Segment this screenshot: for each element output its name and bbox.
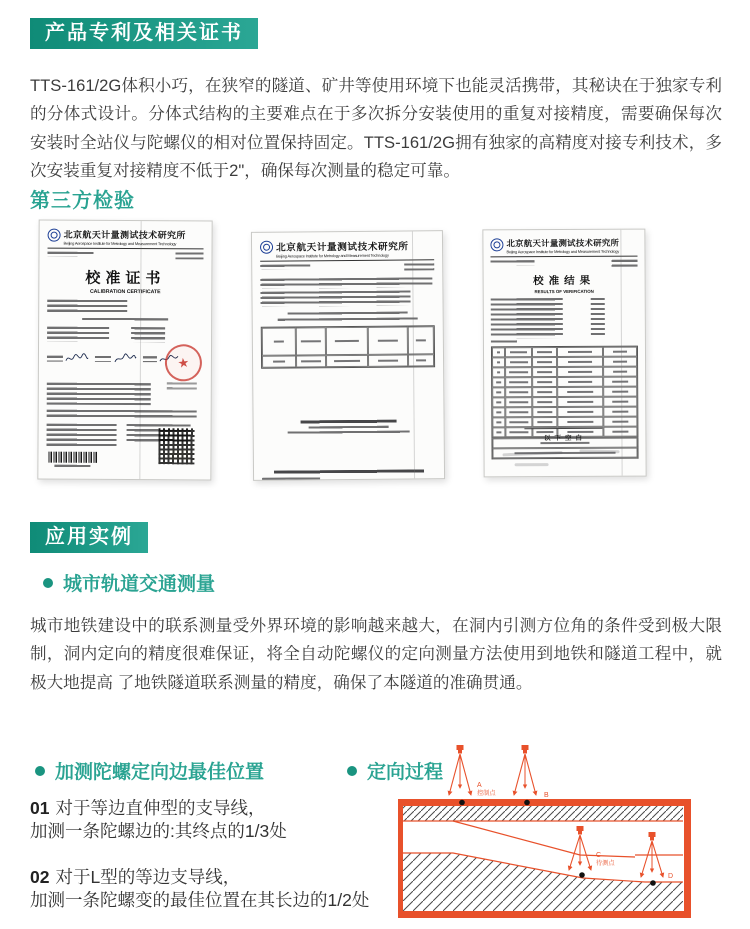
scan-table-cell: [505, 397, 532, 407]
label-c: C: [596, 852, 602, 859]
blurred-model-line: [491, 340, 517, 343]
scan-table-cell: [557, 357, 603, 367]
institute-logo-icon: [48, 229, 61, 242]
scan-table-cell: [296, 355, 326, 367]
certificate-3-content: [483, 230, 645, 477]
scan-table-cell: [557, 417, 603, 427]
blurred-text-line: [54, 465, 90, 468]
application-paragraph: 城市地铁建设中的联系测量受外界环境的影响越来越大，在洞内引测方位角的条件受到极大限制，洞内定向的精度很难保证，将全自动陀螺仪的定向测量方法使用到地铁和隧道工程中，就极大地提高 了地铁隧道联系测量的精度，确保了本隧道的准确贯通。: [30, 616, 722, 692]
blurred-text-block: [260, 290, 410, 306]
scan-table-cell: [532, 397, 557, 407]
measure-point-d-dot: [650, 880, 656, 886]
scan-table-cell: [368, 354, 408, 366]
signature-scribble: [113, 353, 137, 365]
faint-scribble: [515, 463, 549, 466]
institute-name-en: Beijing Aerospace Institute for Metrology and Measurement Technology: [506, 248, 620, 255]
blurred-text-line: [260, 264, 310, 269]
equipment-table: [261, 325, 435, 369]
orientation-process-diagram: [393, 741, 695, 925]
scan-table-cell: [532, 377, 557, 387]
tip-text: 对于L型的等边支导线，: [55, 867, 241, 887]
barcode: [48, 452, 98, 463]
blurred-text-line: [175, 252, 203, 259]
blurred-label: [95, 356, 111, 362]
scan-table-cell: [492, 397, 505, 407]
scan-table-cell: [532, 407, 557, 417]
scan-table-cell: [505, 377, 532, 387]
scan-table-cell: [505, 387, 532, 397]
scan-table-cell: [262, 327, 296, 355]
blurred-conditions-block: [262, 477, 320, 480]
blurred-heading-line: [301, 420, 397, 425]
tripod-instrument-a: [449, 745, 471, 795]
certificate-2-content: [252, 231, 444, 480]
scan-table-cell: [557, 407, 603, 417]
section-badge-application: 应用实例: [30, 522, 148, 553]
sight-line: [453, 821, 635, 857]
blank-below-note: 以下空白: [543, 434, 586, 443]
certificate-image-2: [251, 230, 445, 481]
results-title-cn: 校准结果: [533, 275, 596, 288]
blurred-heading-line: [274, 469, 424, 474]
control-point-b-dot: [524, 800, 530, 806]
scan-table-cell: [557, 387, 603, 397]
scan-table-cell: [505, 347, 532, 357]
certificate-title-cn: 校准证书: [85, 270, 166, 288]
scan-table-cell: [492, 347, 505, 357]
bottom-bar: [398, 911, 691, 918]
blurred-text-line: [491, 260, 535, 265]
results-title-en: RESULTS OF VERIFICATION: [534, 288, 594, 295]
scan-table-cell: [532, 347, 557, 357]
patents-paragraph: TTS-161/2G体积小巧，在狭窄的隧道、矿井等使用环境下也能灵活携带，其秘诀在于独家专利的分体式设计。分体式结构的主要难点在于多次拆分安装使用的重复对接精度，需要确保每次安装时全站仪与陀螺仪的相对位置保持固定。TTS-161/2G拥有独家的高精度对接专利技术，多次安装重复对接精度不低于2"，确保每次测量的稳定可靠。: [30, 76, 722, 180]
scan-table-cell: [532, 357, 557, 367]
section-badge-patents: 产品专利及相关证书: [30, 18, 258, 49]
blurred-text-block: [260, 277, 432, 289]
institute-name-en: Beijing Aerospace Institute for Metrology and Measurement Technology: [276, 252, 389, 259]
institute-name-cn: 北京航天计量测试技术研究所: [276, 241, 409, 254]
scan-table-cell: [326, 327, 368, 355]
certificate-meta: [260, 263, 434, 272]
label-c-caption: 待测点: [596, 860, 615, 867]
blurred-text-block: [46, 424, 116, 448]
tip-text: 加测一条陀螺边的:其终点的1/3处: [30, 820, 287, 841]
blurred-caption-line: [278, 317, 418, 321]
measure-point-c-dot: [579, 872, 585, 878]
bullet-icon: [35, 766, 45, 776]
scan-table-cell: [557, 347, 603, 357]
results-list-block: [491, 298, 638, 339]
scan-table-cell: [505, 357, 532, 367]
blurred-two-column-block: [47, 327, 203, 343]
scan-table-cell: [408, 354, 434, 366]
scan-table-cell: [532, 367, 557, 377]
tip-item-02: [30, 866, 369, 911]
blurred-text-line: [404, 263, 434, 270]
scan-table-cell: [492, 357, 505, 367]
scan-table-cell: [262, 355, 296, 367]
tip-text: 对于等边直伸型的支导线，: [55, 798, 266, 818]
blurred-text-line: [612, 260, 638, 267]
certificate-1-content: [38, 221, 211, 480]
orientation-heading: 定向过程: [347, 757, 443, 784]
scan-table-cell: [296, 327, 326, 355]
scan-table-cell: [532, 387, 557, 397]
tip-number: 01: [30, 798, 50, 818]
blurred-text-block: [47, 300, 127, 314]
certificate-image-1: [37, 220, 212, 481]
signature-scribble: [65, 353, 89, 365]
tip-item-01: [30, 797, 287, 842]
blurred-text-block: [47, 410, 197, 419]
tip-text: 加测一条陀螺变的最佳位置在其长边的1/2处: [30, 889, 370, 910]
bullet-icon: [43, 578, 53, 588]
scan-table-cell: [532, 417, 557, 427]
tips-heading: 加测陀螺定向边最佳位置: [35, 757, 264, 784]
tip-number: 02: [30, 867, 50, 887]
certificate-meta: [47, 252, 203, 260]
blurred-caption-line: [288, 311, 408, 316]
bullet-icon: [347, 766, 357, 776]
scan-table-cell: [492, 367, 505, 377]
blurred-seal-caption: [167, 382, 197, 390]
red-star-seal: [163, 342, 205, 384]
certificate-header: [490, 237, 637, 258]
inspection-heading: 第三方检验: [30, 190, 135, 212]
scan-table-cell: [368, 326, 408, 354]
tripod-instrument-c: [569, 826, 591, 870]
left-border: [398, 799, 403, 918]
scan-table-cell: [505, 407, 532, 417]
upper-hatch-band: [403, 806, 683, 821]
ground-surface-bar: [398, 799, 691, 806]
scan-table-cell: [492, 417, 505, 427]
tripod-instrument-b: [514, 745, 536, 795]
signature-row: [47, 353, 179, 366]
institute-name-cn: 北京航天计量测试技术研究所: [506, 238, 620, 249]
scan-table-cell: [492, 407, 505, 417]
blurred-label: [47, 356, 63, 362]
label-a-caption: 控制点: [477, 790, 496, 797]
scan-table-cell: [492, 377, 505, 387]
scan-table-cell: [326, 355, 368, 367]
certificate-image-3: [482, 229, 646, 478]
blurred-dates-block: [47, 383, 151, 406]
scan-table-cell: [557, 377, 603, 387]
blurred-caption-line: [288, 430, 410, 434]
blurred-text-block: [47, 327, 109, 342]
blurred-list-values: [591, 298, 605, 338]
scan-table-cell: [505, 367, 532, 377]
blurred-list-labels: [491, 298, 563, 338]
blurred-caption-line: [309, 426, 389, 430]
blurred-text-line: [47, 252, 93, 257]
label-a: A: [477, 782, 482, 789]
blurred-text-block: [131, 327, 165, 342]
blurred-text-line: [82, 318, 168, 322]
scan-table-cell: [557, 367, 603, 377]
certificate-header: [48, 228, 204, 250]
qr-code: [158, 428, 194, 464]
right-border: [684, 799, 691, 918]
certificate-header: [260, 238, 434, 262]
scan-table-cell: [557, 397, 603, 407]
certificate-meta: [491, 260, 638, 268]
institute-name-cn: 北京航天计量测试技术研究所: [63, 229, 186, 241]
control-point-a-dot: [459, 800, 465, 806]
blurred-label: [143, 356, 157, 362]
application-subheading: 城市轨道交通测量: [43, 569, 215, 596]
label-b: B: [544, 792, 549, 799]
scan-table-cell: [505, 417, 532, 427]
certificate-title-en: CALIBRATION CERTIFICATE: [89, 288, 161, 296]
results-table: [491, 346, 638, 439]
scan-table-cell: [408, 326, 434, 354]
label-d: D: [668, 873, 674, 880]
institute-logo-icon: [490, 238, 503, 251]
institute-logo-icon: [260, 241, 273, 254]
institute-name-en: Beijing Aerospace Institute for Metrology and Measurement Technology: [63, 240, 177, 247]
scan-table-cell: [492, 387, 505, 397]
